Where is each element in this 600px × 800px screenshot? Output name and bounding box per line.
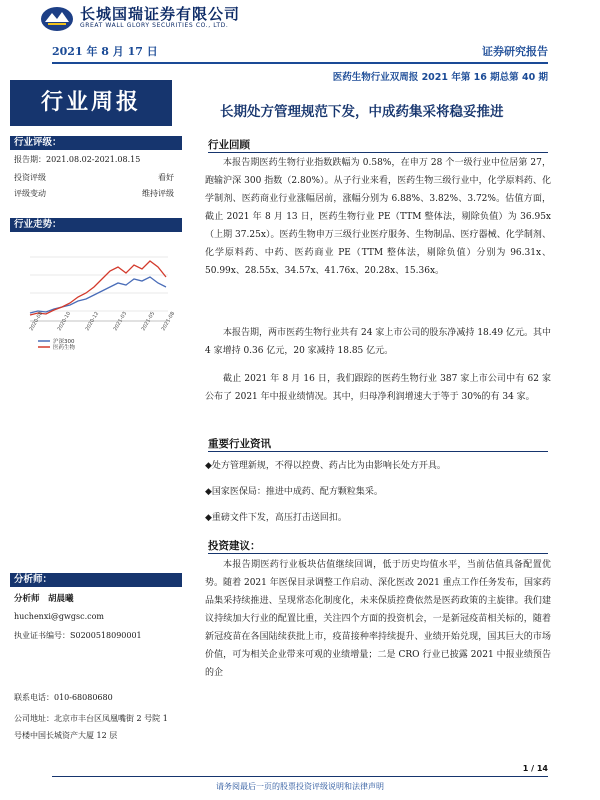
news-item: ◆国家医保局：推进中成药、配方颗粒集采。 — [205, 487, 383, 497]
header-divider — [52, 62, 548, 64]
rating-change-label: 评级变动 — [14, 189, 46, 198]
news-item: ◆重磅文件下发，高压打击送回扣。 — [205, 513, 347, 523]
review-heading: 行业回顾 — [208, 139, 250, 151]
svg-text:2020-08: 2020-08 — [28, 310, 45, 332]
svg-text:2020-12: 2020-12 — [84, 310, 101, 332]
rating-heading: 行业评级： — [10, 136, 182, 150]
rating-row — [14, 172, 174, 183]
analyst-name: 分析师 胡晨曦 — [14, 594, 74, 604]
report-period: 报告期：2021.08.02-2021.08.15 — [14, 155, 141, 164]
company-address: 公司地址：北京市丰台区凤凰嘴街 2 号院 1 号楼中国长城资产大厦 12 层 — [14, 714, 168, 740]
report-date: 2021 年 8 月 17 日 — [52, 45, 158, 58]
issue-line: 医药生物行业双周报 2021 年第 16 期总第 40 期 — [332, 72, 548, 83]
weekly-report-label: 行业周报 — [10, 80, 172, 126]
svg-text:2021-05: 2021-05 — [140, 310, 157, 332]
rating-value: 看好 — [158, 173, 174, 182]
news-heading-rule — [208, 451, 548, 452]
license-number: 执业证书编号：S0200518090001 — [14, 631, 142, 640]
review-paragraph-3: 截止 2021 年 8 月 16 日，我们跟踪的医药生物行业 387 家上市公司中有 62 家公布了 2021 年中报业绩情况。其中，归母净利润增速大于等于 30%的有 34 家。 — [205, 374, 551, 402]
company-name-en: GREAT WALL GLORY SECURITIES CO., LTD. — [80, 22, 229, 29]
company-logo-icon — [40, 6, 74, 32]
footer-disclaimer: 请务阅最后一页的股票投资评级说明和法律声明 — [216, 782, 384, 791]
svg-text:2020-10: 2020-10 — [56, 310, 73, 332]
advice-heading-rule — [208, 553, 548, 554]
svg-text:2021-08: 2021-08 — [160, 310, 177, 332]
footer-divider — [52, 776, 548, 777]
news-item: ◆处方管理新规，不得以控费、药占比为由影响长处方开具。 — [205, 461, 446, 471]
document-title: 长期处方管理规范下发，中成药集采将稳妥推进 — [220, 104, 504, 120]
rating-label: 投资评级 — [14, 173, 46, 182]
contact-phone: 联系电话：010-68080680 — [14, 693, 113, 702]
legend-label-pharma: 医药生物 — [53, 345, 76, 351]
advice-heading: 投资建议： — [208, 540, 261, 552]
review-heading-rule — [208, 152, 548, 153]
industry-trend-chart — [12, 247, 177, 351]
trend-heading: 行业走势： — [10, 218, 182, 232]
company-name-cn: 长城国瑞证券有限公司 — [80, 5, 241, 23]
analyst-heading: 分析师： — [10, 573, 182, 587]
report-type: 证券研究报告 — [482, 45, 548, 58]
analyst-email[interactable]: huchenxi@gwgsc.com — [14, 612, 104, 621]
review-paragraph-1: 本报告期医药生物行业指数跌幅为 0.58%，在申万 28 个一级行业中位居第 27，跑输沪深 300 指数（2.80%）。从子行业来看，医药生物三级行业中，化学原料药、化学制剂、医药商业行业涨幅居前，涨幅分别为 6.88%、3.82%、3.72%。估值方面，截止 2021 年 8 月 13 日，医药生物行业 PE（TTM 整体法，剔除负值）为 36.95x（上期 37.25x）。医药生物申万三级行业医疗服务、生物制品、医疗器械、化学制剂、化学原料药、中药、医药商业 PE（TTM 整体法，剔除负值）分别为 96.31x、50.99x、28.55x、34.57x、41.76x、20.28x、15.36x。 — [205, 158, 551, 276]
review-paragraph-2: 本报告期，两市医药生物行业共有 24 家上市公司的股东净减持 18.49 亿元。其中 4 家增持 0.36 亿元，20 家减持 18.85 亿元。 — [205, 328, 551, 356]
news-heading: 重要行业资讯 — [208, 438, 271, 450]
page-number: 1 / 14 — [522, 764, 548, 773]
rating-change-value: 维持评级 — [142, 189, 174, 198]
svg-text:2021-03: 2021-03 — [112, 310, 129, 332]
rating-change-row — [14, 188, 174, 199]
advice-paragraph: 本报告期医药行业板块估值继续回调，低于历史均值水平，当前估值具备配置优势。随着 2021 年医保目录调整工作启动、深化医改 2021 重点工作任务发布，国家药品集采持续推进、呈现常态化制度化，未来保质控费依然是医药政策的主旋律。我们建议持续加大行业的配置比重，关注四个方面的投资机会，一是新冠疫苗相关标的，随着新冠疫苗在各国陆续获批上市，疫苗接种率持续提升、业绩开始兑现，国其巨大的市场价值，可为相关企业带来可观的业绩增量；二是 CRO 行业已披露 2021 中报业绩预告的企 — [205, 560, 551, 678]
legend-label-hs300: 沪深300 — [53, 339, 75, 345]
